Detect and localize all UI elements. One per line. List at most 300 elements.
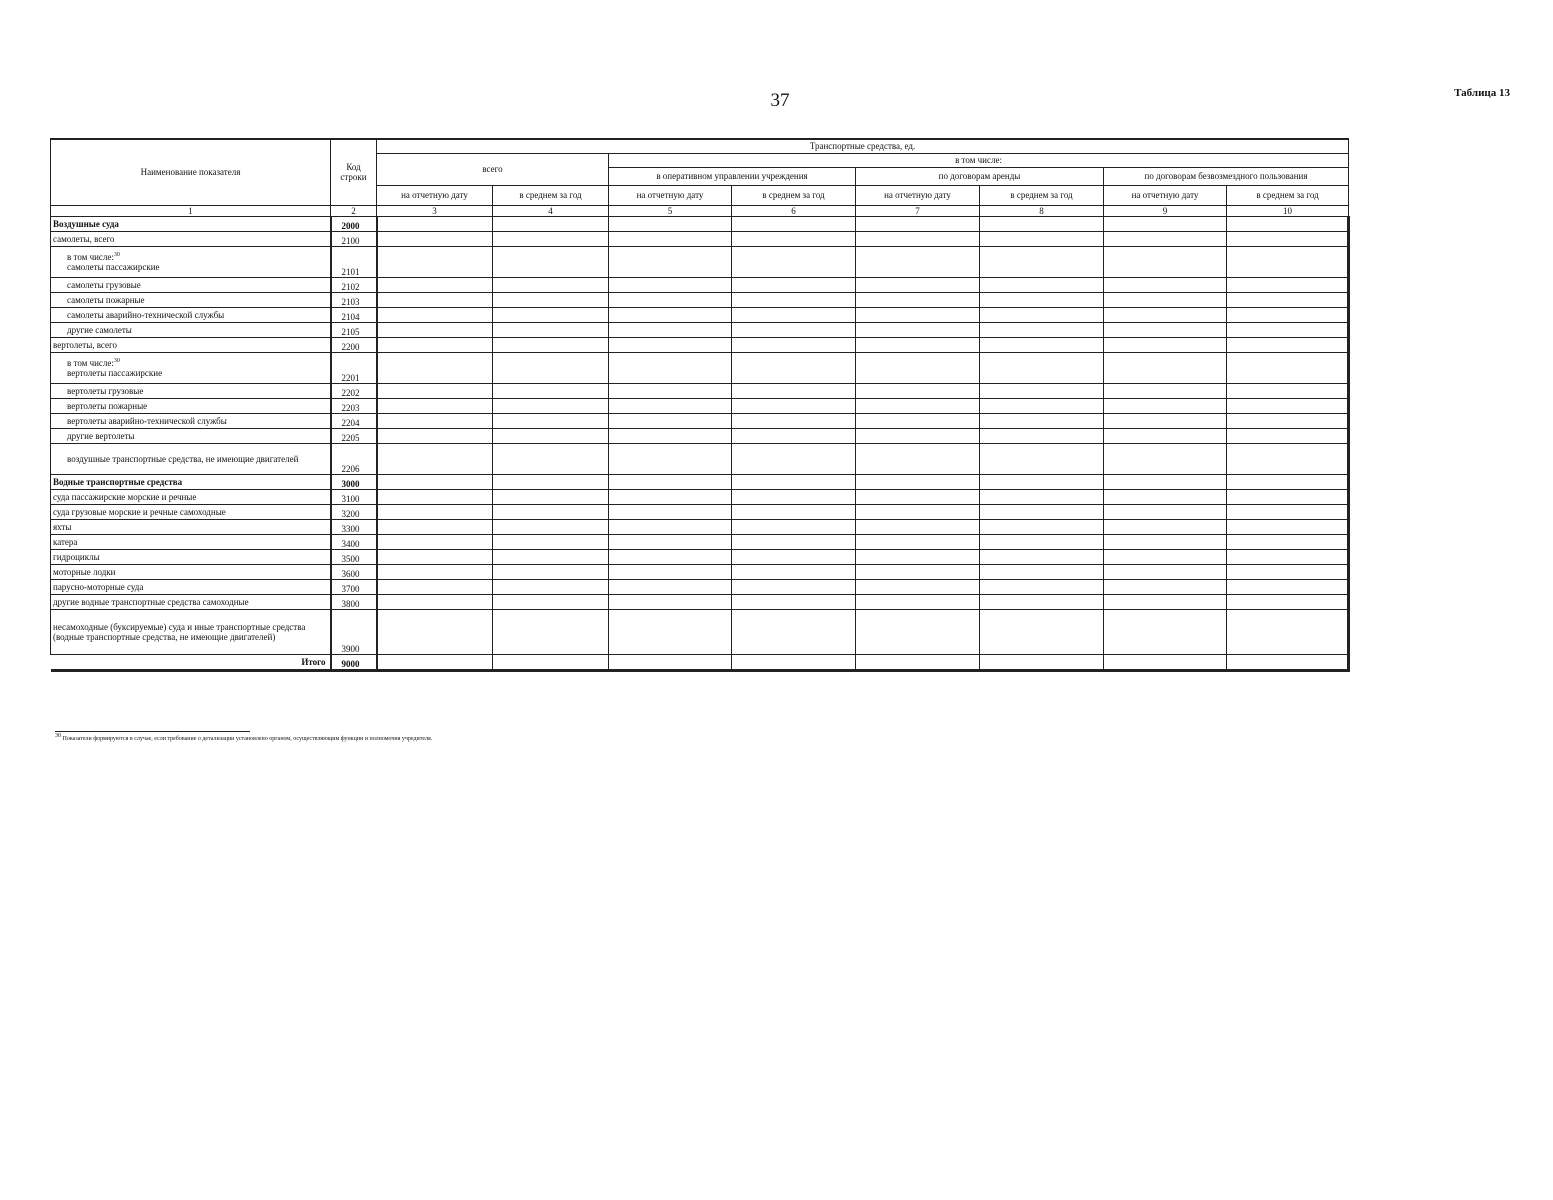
row-name: Воздушные суда (53, 218, 119, 229)
data-cell[interactable] (609, 246, 732, 277)
data-cell[interactable] (980, 383, 1104, 398)
data-cell[interactable] (1104, 474, 1227, 489)
data-cell[interactable] (732, 534, 856, 549)
row-code: 2206 (331, 443, 377, 474)
data-cell[interactable] (1227, 337, 1349, 352)
data-cell[interactable] (732, 609, 856, 654)
data-cell[interactable] (980, 549, 1104, 564)
data-cell[interactable] (1104, 246, 1227, 277)
footnote-text: Показатели формируются в случае, если требование о детализации установлено органом, осуществляющим функции и полномочия учредителя. (62, 736, 433, 742)
data-cell[interactable] (1227, 564, 1349, 579)
data-cell[interactable] (856, 519, 980, 534)
data-cell[interactable] (1104, 398, 1227, 413)
data-cell[interactable] (1104, 579, 1227, 594)
data-cell[interactable] (377, 337, 493, 352)
row-code: 2205 (331, 428, 377, 443)
data-cell[interactable] (377, 383, 493, 398)
data-cell[interactable] (1104, 231, 1227, 246)
data-cell[interactable] (856, 231, 980, 246)
data-cell[interactable] (732, 594, 856, 609)
data-cell[interactable] (980, 564, 1104, 579)
data-cell[interactable] (609, 292, 732, 307)
data-cell[interactable] (609, 337, 732, 352)
data-cell[interactable] (732, 383, 856, 398)
data-cell[interactable] (1227, 413, 1349, 428)
data-cell[interactable] (980, 428, 1104, 443)
data-cell[interactable] (980, 231, 1104, 246)
data-cell[interactable] (1227, 292, 1349, 307)
data-cell[interactable] (1104, 443, 1227, 474)
data-cell[interactable] (493, 231, 609, 246)
data-cell[interactable] (609, 489, 732, 504)
data-cell[interactable] (732, 231, 856, 246)
row-name-cell (51, 383, 331, 398)
data-cell[interactable] (493, 292, 609, 307)
data-cell[interactable] (1227, 352, 1349, 383)
data-cell[interactable] (980, 519, 1104, 534)
row-name-cell (51, 292, 331, 307)
data-cell[interactable] (377, 549, 493, 564)
data-cell[interactable] (856, 246, 980, 277)
data-cell[interactable] (732, 337, 856, 352)
data-cell[interactable] (1227, 216, 1349, 231)
table-row (51, 352, 1349, 383)
column-number: 7 (856, 205, 980, 216)
data-cell[interactable] (493, 443, 609, 474)
row-code: 2203 (331, 398, 377, 413)
data-cell[interactable] (1104, 383, 1227, 398)
data-cell[interactable] (493, 549, 609, 564)
data-cell[interactable] (856, 292, 980, 307)
data-cell[interactable] (732, 246, 856, 277)
data-cell[interactable] (980, 654, 1104, 670)
data-cell[interactable] (493, 594, 609, 609)
data-cell[interactable] (732, 519, 856, 534)
row-name: моторные лодки (53, 566, 116, 577)
data-cell[interactable] (732, 322, 856, 337)
data-cell[interactable] (1104, 504, 1227, 519)
row-code: 2104 (331, 307, 377, 322)
data-cell[interactable] (493, 413, 609, 428)
data-cell[interactable] (732, 413, 856, 428)
data-cell[interactable] (609, 322, 732, 337)
data-cell[interactable] (732, 398, 856, 413)
row-name: самолеты пассажирские (67, 261, 160, 272)
row-code: 3300 (331, 519, 377, 534)
table-row (51, 504, 1349, 519)
table-row (51, 443, 1349, 474)
data-cell[interactable] (377, 519, 493, 534)
data-cell[interactable] (609, 549, 732, 564)
data-cell[interactable] (856, 398, 980, 413)
row-name-cell (51, 564, 331, 579)
data-cell[interactable] (1227, 398, 1349, 413)
column-number: 5 (609, 205, 732, 216)
data-cell[interactable] (377, 292, 493, 307)
data-cell[interactable] (980, 489, 1104, 504)
data-cell[interactable] (609, 413, 732, 428)
table-row (51, 564, 1349, 579)
row-name-cell (51, 504, 331, 519)
data-cell[interactable] (980, 246, 1104, 277)
data-cell[interactable] (856, 322, 980, 337)
row-code: 3400 (331, 534, 377, 549)
data-cell[interactable] (980, 413, 1104, 428)
header-code: Код строки (331, 139, 377, 205)
data-cell[interactable] (1227, 246, 1349, 277)
data-cell[interactable] (377, 443, 493, 474)
data-cell[interactable] (377, 231, 493, 246)
row-name: несамоходные (буксируемые) суда и иные транспортные средства (водные транспортные средства, не имеющие двигателей) (53, 621, 306, 642)
data-cell[interactable] (1104, 594, 1227, 609)
data-cell[interactable] (493, 654, 609, 670)
data-cell[interactable] (732, 443, 856, 474)
data-cell[interactable] (377, 246, 493, 277)
row-name-cell (51, 654, 331, 670)
data-cell[interactable] (980, 322, 1104, 337)
data-cell[interactable] (980, 398, 1104, 413)
data-cell[interactable] (732, 474, 856, 489)
data-cell[interactable] (377, 489, 493, 504)
data-cell[interactable] (1227, 549, 1349, 564)
data-cell[interactable] (493, 474, 609, 489)
data-cell[interactable] (493, 579, 609, 594)
data-cell[interactable] (609, 383, 732, 398)
row-name: гидроциклы (53, 551, 100, 562)
data-cell[interactable] (1227, 579, 1349, 594)
data-cell[interactable] (377, 277, 493, 292)
table-row (51, 246, 1349, 277)
table-row (51, 277, 1349, 292)
data-cell[interactable] (856, 352, 980, 383)
table-row (51, 307, 1349, 322)
row-code: 3200 (331, 504, 377, 519)
row-name-cell (51, 307, 331, 322)
table-reference: Таблица 13 (1454, 87, 1510, 99)
data-cell[interactable] (1104, 534, 1227, 549)
data-cell[interactable] (1104, 549, 1227, 564)
row-name-cell (51, 216, 331, 231)
row-name: самолеты, всего (53, 233, 115, 244)
row-name: вертолеты грузовые (67, 385, 144, 396)
data-cell[interactable] (493, 519, 609, 534)
data-cell[interactable] (609, 443, 732, 474)
data-cell[interactable] (1227, 383, 1349, 398)
data-cell[interactable] (732, 428, 856, 443)
data-cell[interactable] (493, 609, 609, 654)
data-cell[interactable] (732, 579, 856, 594)
data-cell[interactable] (493, 216, 609, 231)
row-name-cell (51, 231, 331, 246)
data-cell[interactable] (856, 428, 980, 443)
data-cell[interactable] (493, 246, 609, 277)
data-cell[interactable] (1104, 337, 1227, 352)
data-cell[interactable] (980, 594, 1104, 609)
table-row (51, 383, 1349, 398)
data-cell[interactable] (1227, 277, 1349, 292)
row-name-cell (51, 352, 331, 383)
data-cell[interactable] (609, 428, 732, 443)
row-prefix (67, 358, 328, 368)
row-code: 2101 (331, 246, 377, 277)
data-cell[interactable] (377, 413, 493, 428)
row-prefix (67, 252, 328, 262)
data-cell[interactable] (856, 277, 980, 292)
data-cell[interactable] (980, 292, 1104, 307)
header-including: в том числе: (609, 153, 1349, 167)
data-cell[interactable] (856, 413, 980, 428)
header-at-date: на отчетную дату (377, 185, 493, 205)
data-cell[interactable] (377, 322, 493, 337)
row-name-cell (51, 489, 331, 504)
row-name-cell (51, 246, 331, 277)
data-cell[interactable] (856, 504, 980, 519)
row-name: вертолеты, всего (53, 339, 117, 350)
header-lease: по договорам аренды (856, 167, 1104, 185)
data-cell[interactable] (493, 564, 609, 579)
data-cell[interactable] (732, 307, 856, 322)
data-cell[interactable] (1227, 443, 1349, 474)
row-name-cell (51, 428, 331, 443)
page-number: 37 (770, 90, 790, 111)
data-cell[interactable] (1104, 277, 1227, 292)
row-name-cell (51, 322, 331, 337)
data-cell[interactable] (609, 307, 732, 322)
data-cell[interactable] (1227, 519, 1349, 534)
data-cell[interactable] (377, 534, 493, 549)
data-cell[interactable] (609, 654, 732, 670)
data-cell[interactable] (1104, 519, 1227, 534)
footnote-separator (55, 731, 250, 732)
data-cell[interactable] (856, 307, 980, 322)
data-cell[interactable] (856, 579, 980, 594)
data-cell[interactable] (493, 534, 609, 549)
data-cell[interactable] (856, 383, 980, 398)
row-code: 3100 (331, 489, 377, 504)
data-cell[interactable] (493, 337, 609, 352)
row-name-cell (51, 277, 331, 292)
data-cell[interactable] (732, 292, 856, 307)
data-cell[interactable] (493, 398, 609, 413)
data-cell[interactable] (1227, 231, 1349, 246)
table-row (51, 231, 1349, 246)
table-row (51, 322, 1349, 337)
data-cell[interactable] (493, 307, 609, 322)
data-cell[interactable] (377, 564, 493, 579)
data-cell[interactable] (609, 216, 732, 231)
data-cell[interactable] (1104, 216, 1227, 231)
data-cell[interactable] (980, 277, 1104, 292)
data-cell[interactable] (1227, 307, 1349, 322)
header-at-date: на отчетную дату (609, 185, 732, 205)
data-cell[interactable] (1227, 504, 1349, 519)
row-name: самолеты аварийно-технической службы (67, 309, 225, 320)
data-cell[interactable] (1104, 609, 1227, 654)
row-name-cell (51, 594, 331, 609)
data-cell[interactable] (377, 609, 493, 654)
header-avg-year: в среднем за год (980, 185, 1104, 205)
data-cell[interactable] (856, 474, 980, 489)
data-cell[interactable] (980, 534, 1104, 549)
data-cell[interactable] (1227, 322, 1349, 337)
data-cell[interactable] (856, 549, 980, 564)
header-operational: в оперативном управлении учреждения (609, 167, 856, 185)
data-cell[interactable] (1104, 428, 1227, 443)
data-cell[interactable] (1104, 352, 1227, 383)
data-cell[interactable] (856, 609, 980, 654)
data-cell[interactable] (1227, 489, 1349, 504)
data-cell[interactable] (980, 352, 1104, 383)
header-indicator-name: Наименование показателя (51, 139, 331, 205)
data-cell[interactable] (377, 428, 493, 443)
row-name: другие вертолеты (67, 430, 135, 441)
data-cell[interactable] (377, 594, 493, 609)
data-cell[interactable] (609, 579, 732, 594)
data-cell[interactable] (1104, 654, 1227, 670)
data-cell[interactable] (732, 277, 856, 292)
data-cell[interactable] (980, 216, 1104, 231)
data-cell[interactable] (856, 594, 980, 609)
column-number: 1 (51, 205, 331, 216)
table-row (51, 292, 1349, 307)
row-name-cell (51, 519, 331, 534)
data-cell[interactable] (609, 231, 732, 246)
table-row (51, 519, 1349, 534)
data-cell[interactable] (1227, 534, 1349, 549)
data-cell[interactable] (493, 504, 609, 519)
data-cell[interactable] (1227, 594, 1349, 609)
row-name: катера (53, 536, 78, 547)
data-cell[interactable] (856, 216, 980, 231)
data-cell[interactable] (856, 564, 980, 579)
data-cell[interactable] (732, 216, 856, 231)
column-number: 9 (1104, 205, 1227, 216)
data-cell[interactable] (1227, 609, 1349, 654)
row-name: вертолеты пожарные (67, 400, 148, 411)
table-row (51, 428, 1349, 443)
data-cell[interactable] (609, 609, 732, 654)
data-cell[interactable] (856, 534, 980, 549)
data-cell[interactable] (1104, 489, 1227, 504)
data-cell[interactable] (609, 594, 732, 609)
data-cell[interactable] (980, 609, 1104, 654)
row-name-cell (51, 413, 331, 428)
row-name: воздушные транспортные средства, не имеющие двигателей (67, 453, 299, 464)
data-cell[interactable] (980, 443, 1104, 474)
column-number: 4 (493, 205, 609, 216)
data-cell[interactable] (856, 443, 980, 474)
data-cell[interactable] (980, 504, 1104, 519)
row-name: самолеты грузовые (67, 279, 141, 290)
row-code: 2204 (331, 413, 377, 428)
row-code: 3000 (331, 474, 377, 489)
data-cell[interactable] (493, 277, 609, 292)
data-cell[interactable] (493, 428, 609, 443)
column-number: 3 (377, 205, 493, 216)
data-cell[interactable] (732, 352, 856, 383)
data-cell[interactable] (377, 307, 493, 322)
row-code: 2102 (331, 277, 377, 292)
data-cell[interactable] (980, 337, 1104, 352)
row-code: 2105 (331, 322, 377, 337)
data-cell[interactable] (493, 322, 609, 337)
row-code: 3900 (331, 609, 377, 654)
data-cell[interactable] (1104, 413, 1227, 428)
data-cell[interactable] (377, 504, 493, 519)
row-name: Итого (301, 656, 326, 667)
data-cell[interactable] (732, 504, 856, 519)
row-name: яхты (53, 521, 72, 532)
data-cell[interactable] (377, 654, 493, 670)
row-name: парусно-моторные суда (53, 581, 144, 592)
data-cell[interactable] (1227, 428, 1349, 443)
data-cell[interactable] (1104, 322, 1227, 337)
data-cell[interactable] (609, 352, 732, 383)
data-cell[interactable] (493, 489, 609, 504)
row-code: 2202 (331, 383, 377, 398)
transport-table (50, 138, 1350, 672)
data-cell[interactable] (609, 519, 732, 534)
row-code: 2200 (331, 337, 377, 352)
data-cell[interactable] (1227, 474, 1349, 489)
data-cell[interactable] (609, 398, 732, 413)
data-cell[interactable] (493, 383, 609, 398)
data-cell[interactable] (609, 474, 732, 489)
header-free-use: по договорам безвозмездного пользования (1104, 167, 1349, 185)
data-cell[interactable] (1227, 654, 1349, 670)
data-cell[interactable] (609, 564, 732, 579)
data-cell[interactable] (1104, 292, 1227, 307)
row-name-cell (51, 609, 331, 654)
header-at-date: на отчетную дату (856, 185, 980, 205)
data-cell[interactable] (609, 534, 732, 549)
footnote-ref: 30 (113, 251, 120, 258)
row-name: другие водные транспортные средства самоходные (53, 596, 249, 607)
data-cell[interactable] (377, 398, 493, 413)
data-cell[interactable] (856, 654, 980, 670)
table-row (51, 398, 1349, 413)
header-at-date: на отчетную дату (1104, 185, 1227, 205)
data-cell[interactable] (1104, 564, 1227, 579)
row-name: другие самолеты (67, 324, 132, 335)
data-cell[interactable] (493, 352, 609, 383)
data-cell[interactable] (732, 489, 856, 504)
data-cell[interactable] (377, 216, 493, 231)
data-cell[interactable] (609, 277, 732, 292)
data-cell[interactable] (377, 352, 493, 383)
data-cell[interactable] (980, 579, 1104, 594)
data-cell[interactable] (732, 654, 856, 670)
row-code: 3700 (331, 579, 377, 594)
data-cell[interactable] (856, 489, 980, 504)
table-row (51, 654, 1349, 670)
header-avg-year: в среднем за год (1227, 185, 1349, 205)
data-cell[interactable] (980, 307, 1104, 322)
data-cell[interactable] (377, 474, 493, 489)
row-name-cell (51, 549, 331, 564)
data-cell[interactable] (1104, 307, 1227, 322)
data-cell[interactable] (732, 549, 856, 564)
data-cell[interactable] (609, 504, 732, 519)
row-prefix-text: в том числе: (67, 357, 114, 368)
footnote-ref: 30 (113, 357, 120, 364)
data-cell[interactable] (980, 474, 1104, 489)
data-cell[interactable] (377, 579, 493, 594)
table-row (51, 474, 1349, 489)
data-cell[interactable] (856, 337, 980, 352)
row-code: 2100 (331, 231, 377, 246)
data-cell[interactable] (732, 564, 856, 579)
